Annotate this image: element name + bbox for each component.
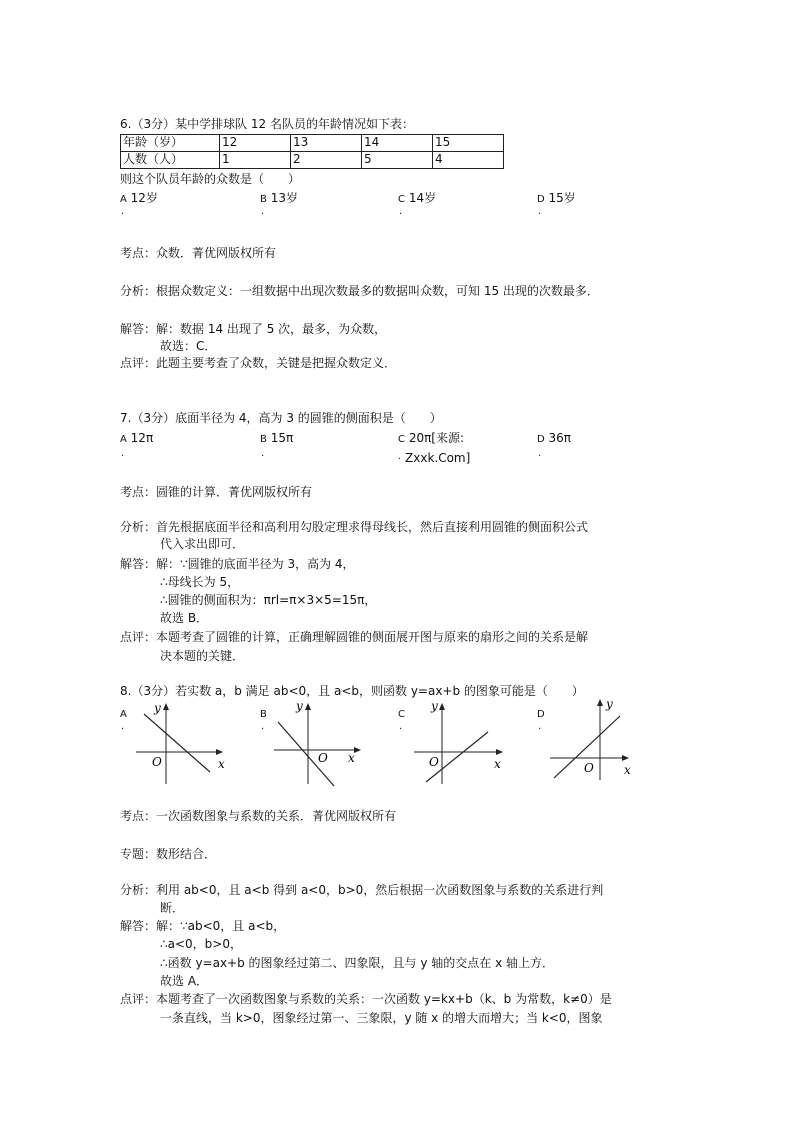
q8-option-d — [537, 705, 545, 723]
x-axis-arrow — [216, 749, 223, 755]
option-dot: · — [538, 451, 542, 462]
x-label: x — [494, 757, 501, 771]
q7-jieda: ∴母线长为 5， — [160, 575, 240, 589]
age-table — [120, 134, 504, 169]
q7-option-b — [260, 430, 293, 448]
option-key: B — [260, 434, 267, 445]
q6-stem: 6.（3分）某中学排球队 12 名队员的年龄情况如下表： — [120, 117, 414, 131]
y-label: y — [606, 697, 613, 711]
option-key: B — [260, 194, 267, 205]
q8-dianping: 一条直线，当 k>0，图象经过第一、三象限，y 随 x 的增大而增大；当 k<0，图象 — [160, 1011, 603, 1025]
option-text: Zxxk.Com] — [405, 451, 471, 465]
q7-option-c — [398, 430, 464, 448]
option-key: C — [398, 709, 405, 720]
option-text: 20π[来源: — [408, 431, 465, 445]
option-dot: · — [261, 209, 265, 220]
option-text: 15π — [270, 431, 294, 445]
x-axis-arrow — [496, 749, 503, 755]
q6-option-d — [537, 190, 576, 208]
q7-stem: 7.（3分）底面半径为 4，高为 3 的圆锥的侧面积是（ ） — [120, 411, 442, 425]
q7-dianping: 决本题的关键． — [160, 649, 245, 663]
option-key: D — [537, 194, 545, 205]
option-text: 15岁 — [548, 191, 576, 205]
table-cell: 12 — [220, 135, 291, 152]
table-cell: 5 — [362, 152, 433, 169]
q6-dianping: 点评：此题主要考查了众数，关键是把握众数定义． — [120, 356, 397, 370]
y-axis-arrow — [597, 699, 603, 706]
q8-option-c — [398, 705, 405, 723]
q7-kaodian: 考点：圆锥的计算．菁优网版权所有 — [120, 485, 313, 499]
y-axis-arrow — [305, 703, 311, 710]
table-row — [121, 135, 504, 152]
option-key: D — [537, 434, 545, 445]
option-dot: · — [261, 451, 265, 462]
q7-option-c-cont — [398, 450, 470, 468]
y-label: y — [154, 701, 161, 715]
option-key: C — [398, 194, 405, 205]
q8-fenxi: 断． — [160, 901, 185, 915]
option-key: B — [260, 709, 267, 720]
q7-jieda: ∴圆锥的侧面积为：πrl=π×3×5=15π， — [160, 593, 377, 607]
graph-c — [412, 698, 512, 788]
y-axis-arrow — [439, 703, 445, 710]
graph-d — [548, 694, 648, 784]
q7-dianping: 点评：本题考查了圆锥的计算，正确理解圆锥的侧面展开图与原来的扇形之间的关系是解 — [120, 630, 589, 644]
q7-fenxi: 代入求出即可． — [160, 537, 245, 551]
q6-question: 则这个队员年龄的众数是（ ） — [120, 172, 301, 186]
option-dot: · — [121, 209, 125, 220]
option-dot: · — [538, 724, 542, 735]
q7-jieda: 解答：解：∵圆锥的底面半径为 3，高为 4， — [120, 557, 355, 571]
y-axis-arrow — [163, 703, 169, 710]
option-key: A — [120, 709, 127, 720]
graph-b — [272, 698, 372, 788]
option-dot: · — [121, 451, 125, 462]
q6-fenxi: 分析：根据众数定义：一组数据中出现次数最多的数据叫众数，可知 15 出现的次数最多． — [120, 284, 599, 298]
q7-option-d — [537, 430, 571, 448]
option-text: 12岁 — [130, 191, 158, 205]
x-label: x — [218, 757, 225, 771]
option-text: 14岁 — [408, 191, 437, 205]
table-cell: 14 — [362, 135, 433, 152]
option-key: A — [120, 194, 127, 205]
y-label: y — [431, 699, 438, 713]
graph-a — [134, 698, 234, 788]
q6-jieda: 解答：解：数据 14 出现了 5 次，最多，为众数， — [120, 322, 387, 336]
q7-jieda: 故选 B． — [160, 611, 209, 625]
q6-option-a — [120, 190, 158, 208]
y-label: y — [296, 699, 303, 713]
table-cell: 人数（人） — [121, 152, 220, 169]
q8-jieda: ∴a<0，b>0， — [160, 937, 242, 951]
q6-option-c — [398, 190, 436, 208]
q7-option-a — [120, 430, 153, 448]
option-dot: · — [398, 454, 402, 465]
x-axis-arrow — [622, 755, 629, 761]
option-key: D — [537, 709, 545, 720]
table-cell: 年龄（岁） — [121, 135, 220, 152]
option-key: C — [398, 434, 405, 445]
table-cell: 1 — [220, 152, 291, 169]
table-cell: 4 — [433, 152, 504, 169]
q8-stem: 8.（3分）若实数 a，b 满足 ab<0，且 a<b，则函数 y=ax+b 的图象可能是（ ） — [120, 684, 584, 698]
origin-label: O — [584, 761, 594, 775]
origin-label: O — [318, 751, 328, 765]
option-dot: · — [121, 724, 125, 735]
origin-label: O — [429, 755, 439, 769]
option-text: 12π — [130, 431, 154, 445]
q8-option-b — [260, 705, 267, 723]
option-dot: · — [538, 209, 542, 220]
q6-kaodian: 考点：众数．菁优网版权所有 — [120, 246, 277, 260]
q8-fenxi: 分析：利用 ab<0，且 a<b 得到 a<0，b>0，然后根据一次函数图象与系数的关系进行判 — [120, 883, 604, 897]
q6-option-b — [260, 190, 298, 208]
option-text: 13岁 — [270, 191, 298, 205]
table-cell: 15 — [433, 135, 504, 152]
q7-fenxi: 分析：首先根据底面半径和高利用勾股定理求得母线长，然后直接利用圆锥的侧面积公式 — [120, 520, 589, 534]
x-label: x — [624, 763, 631, 777]
q8-option-a — [120, 705, 127, 723]
q8-jieda: ∴函数 y=ax+b 的图象经过第二、四象限，且与 y 轴的交点在 x 轴上方． — [160, 956, 555, 970]
q6-jieda: 故选：C． — [160, 339, 217, 353]
option-dot: · — [399, 209, 403, 220]
table-row — [121, 152, 504, 169]
option-dot: · — [399, 724, 403, 735]
q8-kaodian: 考点：一次函数图象与系数的关系．菁优网版权所有 — [120, 809, 397, 823]
table-cell: 13 — [291, 135, 362, 152]
q8-jieda: 故选 A． — [160, 974, 209, 988]
origin-label: O — [152, 755, 162, 769]
x-axis-arrow — [354, 747, 361, 753]
table-cell: 2 — [291, 152, 362, 169]
q8-dianping: 点评：本题考查了一次函数图象与系数的关系：一次函数 y=kx+b（k、b 为常数，k≠0）是 — [120, 992, 612, 1006]
q8-zhuanti: 专题：数形结合． — [120, 847, 217, 861]
x-label: x — [348, 751, 355, 765]
option-text: 36π — [548, 431, 572, 445]
q8-jieda: 解答：解：∵ab<0，且 a<b， — [120, 919, 286, 933]
option-key: A — [120, 434, 127, 445]
option-dot: · — [261, 724, 265, 735]
